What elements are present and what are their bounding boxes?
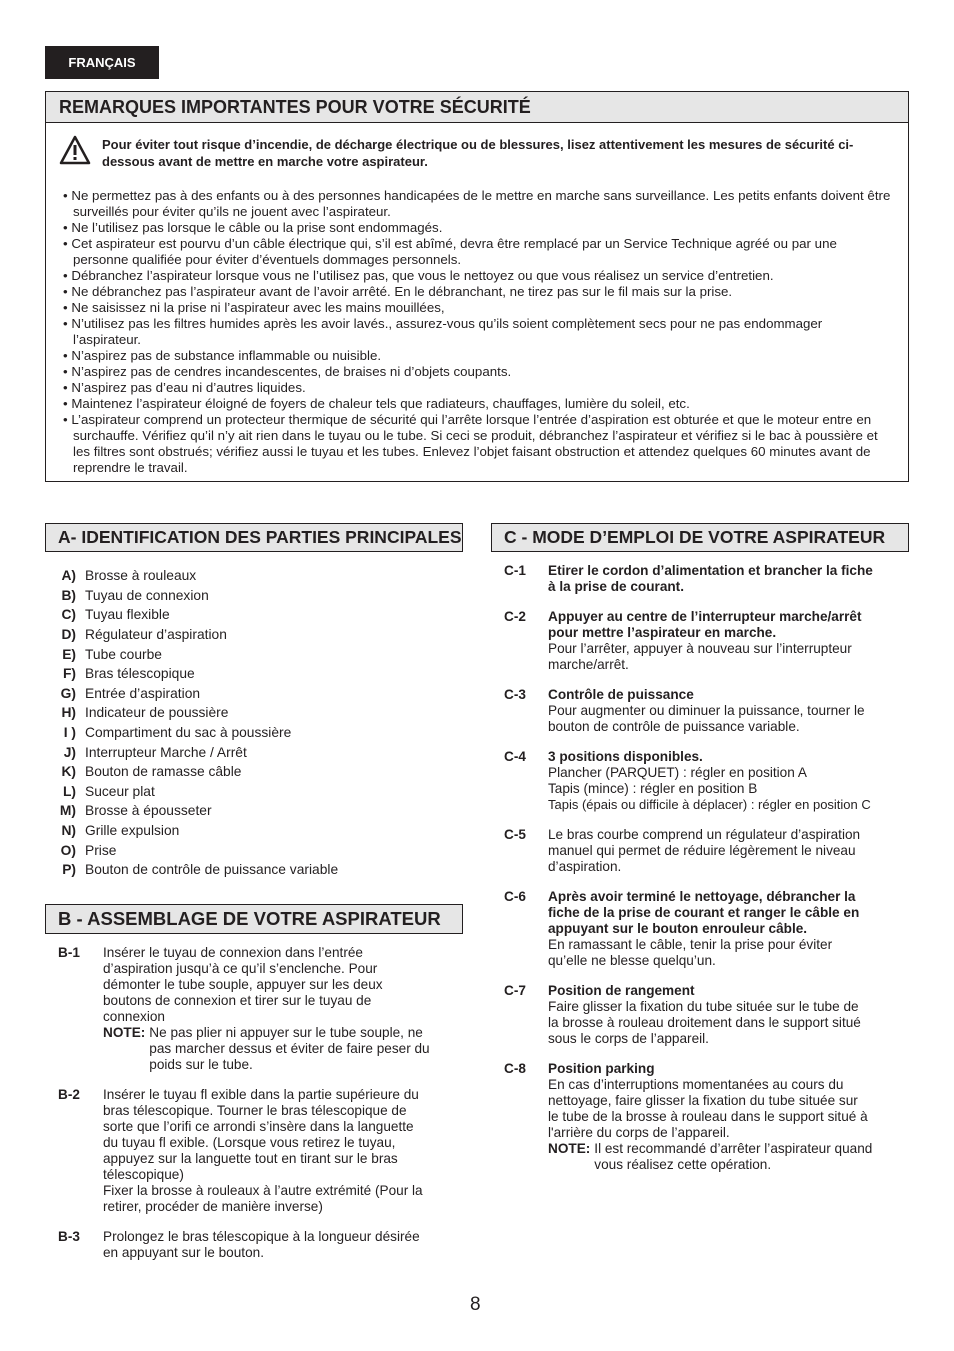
safety-item: • N’aspirez pas de substance inflammable ou nuisible.	[63, 348, 893, 364]
section-a-title: A- IDENTIFICATION DES PARTIES PRINCIPALES	[45, 523, 463, 552]
safety-item: • Ne saisissez ni la prise ni l’aspirateur avec les mains mouillées,	[63, 300, 893, 316]
step-c5: C-5 Le bras courbe comprend un régulateur d’aspiration manuel qui permet de réduire légèrement le niveau d’aspiration.	[504, 827, 861, 874]
list-item: B) Tuyau de connexion	[61, 587, 209, 603]
step-c3: C-3 Contrôle de puissance Pour augmenter ou diminuer la puissance, tourner le bouton de contrôle de puissance variable.	[504, 687, 865, 734]
safety-warning: Pour éviter tout risque d’incendie, de décharge électrique ou de blessures, lisez attentivement les mesures de sécurité ci-dessous avant de mettre en marche votre aspirateur.	[102, 137, 854, 169]
step-c8: C-8 Position parking En cas d’interruptions momentanées au cours du nettoyage, faire glisser la fixation du tube située sur le tube de la brosse à rouleau dans le support situé à l'arrière du corps de l’appareil. NOTE: Il est recommandé d’arrêter l’aspirateur quand vous réalisez cette opération.	[504, 1061, 873, 1172]
list-item: P) Bouton de contrôle de puissance variable	[62, 862, 339, 878]
list-item: N) Grille expulsion	[61, 823, 180, 839]
warning-icon	[59, 135, 91, 165]
step-c7: C-7 Position de rangement Faire glisser la fixation du tube située sur le tube de la brosse à rouleau droitement dans le support situé sous le corps de l’appareil.	[504, 983, 861, 1046]
parts-list	[44, 566, 454, 880]
assembly-steps	[58, 945, 458, 1261]
safety-item: • Ne l’utilisez pas lorsque le câble ou la prise sont endommagés.	[63, 220, 893, 236]
step-c1: C-1 Etirer le cordon d’alimentation et brancher la fiche à la prise de courant.	[504, 563, 873, 594]
safety-item: • Ne permettez pas à des enfants ou à des personnes handicapées de le mettre en marche sans surveillance. Les petits enfants doivent être surveillés pour éviter qu’ils ne jouent avec l’aspirateur.	[63, 188, 893, 220]
list-item: O) Prise	[60, 842, 117, 858]
section-b-title: B - ASSEMBLAGE DE VOTRE ASPIRATEUR	[45, 904, 463, 934]
step-c4: C-4 3 positions disponibles. Plancher (PARQUET) : régler en position A Tapis (mince) : régler en position B Tapis (épais ou difficile à déplacer) : régler en position C	[504, 749, 871, 812]
safety-section	[45, 91, 909, 482]
section-c-title: C - MODE D’EMPLOI DE VOTRE ASPIRATEUR	[491, 523, 909, 552]
page-number: 8	[470, 1294, 481, 1315]
safety-item: • Ne débranchez pas l’aspirateur avant de l’avoir arrêté. En le débranchant, ne tirez pas sur le fil mais sur la prise.	[63, 284, 893, 300]
step-b2: B-2 Insérer le tuyau fl exible dans la partie supérieure du bras télescopique. Tourner le bras télescopique de sorte que l’orifi ce arrondi s’insère dans la languette du tuyau fl exible. (Lorsque vous retirez le tuyau, appuyez sur la languette tout en tirant sur le bras télescopique) Fixer la brosse à rouleaux à l’autre extrémité (Pour la retirer, procéder de manière inverse)	[58, 1087, 423, 1214]
list-item: A) Brosse à rouleaux	[61, 568, 197, 584]
safety-item: • Cet aspirateur est pourvu d’un câble électrique qui, s’il est abîmé, devra être remplacé par un Service Technique agréé ou par une personne qualifiée pour éviter d’éventuels dommages personnels.	[63, 236, 893, 268]
safety-item: • N’aspirez pas d’eau ni d’autres liquides.	[63, 380, 893, 396]
safety-item: • L’aspirateur comprend un protecteur thermique de sécurité qui l’arrête lorsque l’entrée d’aspiration est obturée et que le moteur entre en surchauffe. Vérifiez qu’il n’y ait rien dans le tuyau ou le tube. Si ceci se produit, débranchez l’aspirateur et vérifiez si le bac à poussière et les filtres sont obstrués; vérifiez aussi le tuyau et les tubes. Enlevez l’objet faisant obstruction et attendez quelques 60 minutes avant de reprendre le travail.	[63, 412, 893, 476]
list-item: J) Interrupteur Marche / Arrêt	[63, 744, 247, 760]
step-b1: B-1 Insérer le tuyau de connexion dans l’entrée d’aspiration jusqu’à ce qu’il s’enclenche. Pour démonter le tube souple, appuyer sur les deux boutons de connexion et tirer sur le tuyau de connexion NOTE: Ne pas plier ni appuyer sur le tube souple, ne pas marcher dessus et éviter de faire peser du poids sur le tube.	[58, 945, 430, 1072]
list-item: H) Indicateur de poussière	[61, 705, 229, 721]
safety-title: REMARQUES IMPORTANTES POUR VOTRE SÉCURITÉ	[45, 91, 909, 123]
list-item: E) Tube courbe	[62, 646, 162, 662]
list-item: I ) Compartiment du sac à poussière	[63, 725, 292, 741]
list-item: M) Brosse à épousseter	[59, 803, 212, 819]
usage-steps	[504, 563, 904, 1173]
list-item: K) Bouton de ramasse câble	[61, 764, 242, 780]
safety-item: • N’utilisez pas les filtres humides après les avoir lavés., assurez-vous qu’ils soient complètement secs pour ne pas endommager l’aspirateur.	[63, 316, 893, 348]
safety-item: • N’aspirez pas de cendres incandescentes, de braises ni d’objets coupants.	[63, 364, 893, 380]
list-item: D) Régulateur d’aspiration	[61, 627, 227, 643]
list-item: L) Suceur plat	[62, 783, 155, 799]
step-c2: C-2 Appuyer au centre de l’interrupteur marche/arrêt pour mettre l’aspirateur en marche. Pour l’arrêter, appuyer à nouveau sur l’interrupteur marche/arrêt.	[504, 609, 862, 672]
list-item: F) Bras télescopique	[62, 666, 195, 682]
list-item: G) Entrée d’aspiration	[60, 685, 201, 701]
safety-list	[63, 188, 893, 476]
language-tab: FRANÇAIS	[45, 46, 159, 79]
safety-item: • Débranchez l’aspirateur lorsque vous ne l’utilisez pas, que vous le nettoyez ou que vous réalisez un service d’entretien.	[63, 268, 893, 284]
step-c6: C-6 Après avoir terminé le nettoyage, débrancher la fiche de la prise de courant et ranger le câble en appuyant sur le bouton enrouleur câble. En ramassant le câble, tenir la prise pour éviter qu’elle ne blesse quelqu’un.	[504, 889, 860, 968]
list-item: C) Tuyau flexible	[61, 607, 170, 623]
step-b3: B-3 Prolongez le bras télescopique à la longueur désirée en appuyant sur le bouton.	[58, 1229, 420, 1260]
safety-item: • Maintenez l’aspirateur éloigné de foyers de chaleur tels que radiateurs, chauffages, lumière du soleil, etc.	[63, 396, 893, 412]
